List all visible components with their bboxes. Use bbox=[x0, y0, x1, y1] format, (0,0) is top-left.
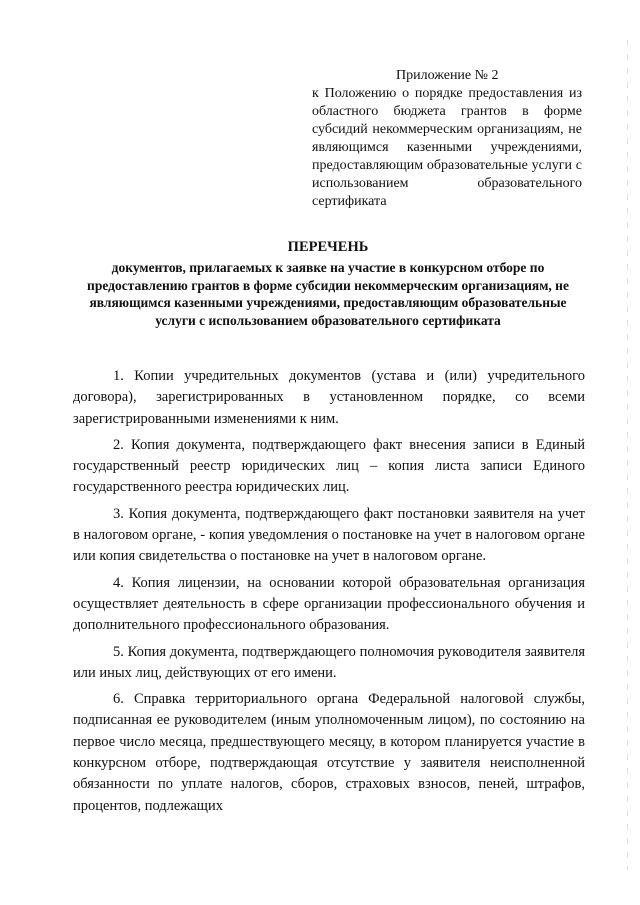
list-item-2: 2. Копия документа, подтверждающего факт внесения записи в Единый государственный реестр юридических лиц – копия листа записи Единого государственного реестра юридических лиц. bbox=[73, 436, 585, 496]
annex-body: к Положению о порядке предоставления из областного бюджета грантов в форме субсидий некоммерческим организациям, не являющимся казенными учреждениями, предоставляющим образовательные услуги с использованием образовательного сертификата bbox=[312, 86, 582, 209]
document-body bbox=[73, 366, 585, 822]
list-item-3: 3. Копия документа, подтверждающего факт постановки заявителя на учет в налоговом органе, - копия уведомления о постановке на учет в налоговом органе или копия свидетельства о постановке на учет в налоговом органе. bbox=[73, 505, 585, 565]
heading-title: ПЕРЕЧЕНЬ bbox=[287, 239, 369, 255]
list-item-6: 6. Справка территориального органа Федеральной налоговой службы, подписанная ее руководителем (иным уполномоченным лицом), по состоянию на первое число месяца, предшествующего месяцу, в котором планируется участие в конкурсном отборе, подтверждающая отсутствие у заявителя неисполненной обязанности по уплате налогов, сборов, страховых взносов, пеней, штрафов, процентов, подлежащих bbox=[73, 691, 585, 814]
annex-title: Приложение № 2 bbox=[396, 68, 499, 83]
heading-subtitle: документов, прилагаемых к заявке на участие в конкурсном отборе по предоставлению грантов в форме субсидии некоммерческим организациям, не являющимся казенными учреждениями, предоставляющим образовательные услуги с использованием образовательного сертификата bbox=[87, 260, 569, 328]
annex-block bbox=[312, 67, 582, 211]
list-item-5: 5. Копия документа, подтверждающего полномочия руководителя заявителя или иных лиц, действующих от его имени. bbox=[73, 643, 585, 681]
scan-edge-artifact bbox=[627, 40, 628, 870]
document-heading bbox=[70, 238, 586, 329]
list-item-1: 1. Копии учредительных документов (устава и (или) учредительного договора), зарегистрированных в установленном порядке, со всеми зарегистрированными изменениями к ним. bbox=[73, 368, 585, 427]
list-item-4: 4. Копия лицензии, на основании которой образовательная организация осуществляет деятельность в сфере организации профессионального обучения и дополнительного профессионального образования. bbox=[73, 574, 585, 634]
